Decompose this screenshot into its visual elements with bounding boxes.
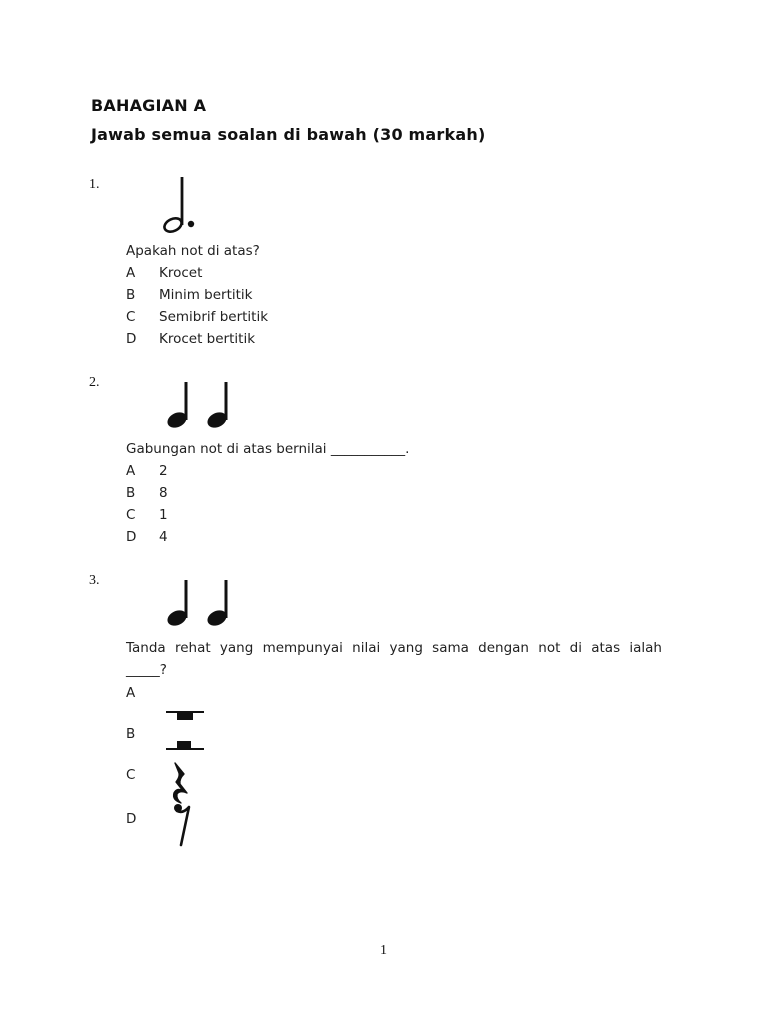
page-number: 1 <box>380 943 387 958</box>
question-1-option-b-text: Minim bertitik <box>159 287 253 303</box>
question-1-option-a-letter: A <box>126 265 136 281</box>
question-3-number: 3. <box>89 573 100 588</box>
question-2-option-c-text: 1 <box>159 507 168 523</box>
question-1-option-d-letter: D <box>126 331 137 347</box>
question-2-option-b-text: 8 <box>159 485 168 501</box>
question-3-text-line2: _____? <box>126 662 167 678</box>
question-1-option-c-text: Semibrif bertitik <box>159 309 269 325</box>
question-2-text: Gabungan not di atas bernilai ___________. <box>126 441 410 457</box>
question-2-option-a-letter: A <box>126 463 136 479</box>
question-2-option-d-letter: D <box>126 529 137 545</box>
question-1-option-a-text: Krocet <box>159 265 203 281</box>
question-3-option-d-letter: D <box>126 811 137 827</box>
question-1-option-c-letter: C <box>126 309 136 325</box>
question-3-option-a-letter: A <box>126 685 136 701</box>
question-2-option-d-text: 4 <box>159 529 168 545</box>
question-3-option-c-letter: C <box>126 767 136 783</box>
question-2-option-c-letter: C <box>126 507 136 523</box>
section-title: BAHAGIAN A <box>91 96 207 115</box>
question-1-option-b-letter: B <box>126 287 136 303</box>
question-1-text: Apakah not di atas? <box>126 243 260 259</box>
question-3-text-line1: Tanda rehat yang mempunyai nilai yang sama dengan not di atas ialah <box>126 640 662 656</box>
section-instruction: Jawab semua soalan di bawah (30 markah) <box>91 125 486 144</box>
dotted-minim-note-icon <box>155 175 195 235</box>
question-1-option-d-text: Krocet bertitik <box>159 331 256 347</box>
question-3-option-b-letter: B <box>126 726 136 742</box>
question-1-number: 1. <box>89 177 100 192</box>
semibreve-rest-icon <box>166 709 206 725</box>
question-2-number: 2. <box>89 375 100 390</box>
two-crotchet-notes-icon <box>160 578 240 630</box>
minim-rest-icon <box>166 738 206 754</box>
question-2-option-b-letter: B <box>126 485 136 501</box>
question-2-option-a-text: 2 <box>159 463 168 479</box>
quaver-rest-icon <box>170 800 194 850</box>
two-crotchet-notes-icon <box>160 380 240 432</box>
